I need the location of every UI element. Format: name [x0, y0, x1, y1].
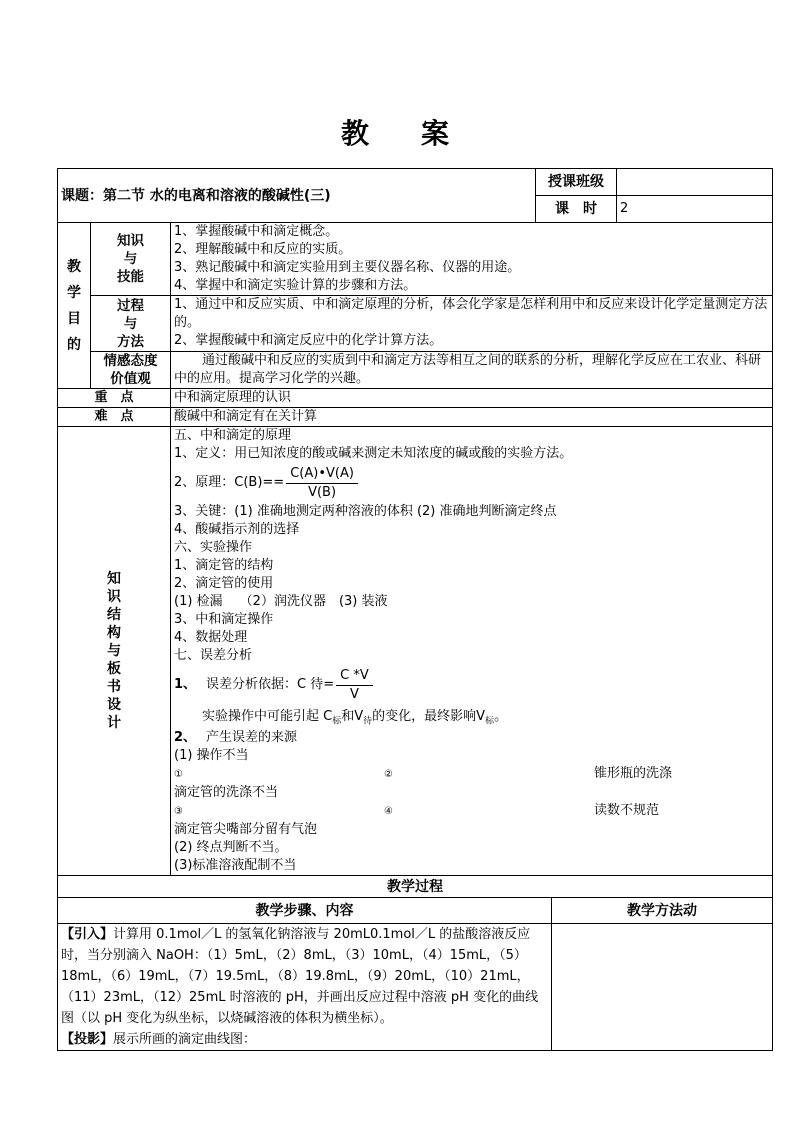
error-sources-row: ③滴定管尖嘴部分留有气泡 ④ 读数不规范	[174, 803, 660, 837]
intro-content: 【引入】计算用 0.1mol／L 的氢氧化钠溶液与 20mL0.1mol／L 的盐酸溶液反应时，当分别滴入 NaOH：（1）5mL，（2）8mL，（3）10mL，（4）15mL，（5）18mL，（6）19mL，（7）19.5mL，（8）19.8mL，（9）20mL，（10）21mL，（11）23mL，（12）25mL 时溶液的 pH，并画出反应过程中溶液 pH 变化的曲线图（以 pH 变化为纵坐标，以烧碱溶液的体积为横坐标）。 【投影】展示所画的滴定曲线图：	[58, 924, 552, 1051]
page-title	[0, 112, 794, 152]
steps-column-header: 教学步骤、内容	[58, 898, 552, 924]
page-title-char: 教	[340, 117, 373, 150]
list-item: 1、通过中和反应实质、中和滴定原理的分析，体会化学家是怎样利用中和反应来设计化学定量测定方法的。	[174, 297, 768, 330]
key-point-value: 中和滴定原理的认识	[171, 389, 773, 408]
list-item: 1、掌握酸碱中和滴定概念。	[174, 224, 339, 239]
page-title-char: 案	[421, 117, 454, 150]
list-item: 3、熟记酸碱中和滴定实验用到主要仪器名称、仪器的用途。	[174, 260, 521, 275]
objectives-group-label: 教 学 目 的	[58, 223, 91, 389]
lesson-topic: 课题：第二节 水的电离和溶液的酸碱性(三)	[58, 169, 536, 223]
lesson-plan-table	[57, 168, 773, 1051]
difficulty-label: 难 点	[58, 408, 171, 427]
methods-content	[552, 924, 773, 1051]
list-item: 2、理解酸碱中和反应的实质。	[174, 242, 352, 257]
emotion-values-label: 情感态度 价值观	[91, 352, 171, 389]
list-item: 4、掌握中和滴定实验计算的步骤和方法。	[174, 278, 417, 293]
hours-label: 课 时	[536, 196, 617, 223]
error-formula: 1、 误差分析依据：C 待= $\frac{C *V}{V}$	[174, 665, 769, 705]
knowledge-structure-label: 知 识 结 构 与 板 书 设 计	[58, 427, 171, 876]
key-point-label: 重 点	[58, 389, 171, 408]
list-item: 2、掌握酸碱中和滴定反应中的化学计算方法。	[174, 333, 443, 348]
process-methods-label: 过程 与 方法	[91, 296, 171, 352]
emotion-values-content: 通过酸碱中和反应的实质到中和滴定方法等相互之间的联系的分析，理解化学反应在工农业、科研中的应用。提高学习化学的兴趣。	[171, 352, 773, 389]
principle-formula: 2、原理：C(B)== $\frac{C(A)•V(A)}{V(B)}$	[174, 463, 769, 503]
knowledge-skills-label: 知识 与 技能	[91, 223, 171, 296]
class-value	[617, 169, 773, 196]
knowledge-skills-content	[171, 223, 773, 296]
class-label: 授课班级	[536, 169, 617, 196]
hours-value: 2	[617, 196, 773, 223]
teaching-process-title: 教学过程	[58, 876, 773, 898]
difficulty-value: 酸碱中和滴定有在关计算	[171, 408, 773, 427]
process-methods-content	[171, 296, 773, 352]
knowledge-structure-content: 五、中和滴定的原理 1、定义：用已知浓度的酸或碱来测定未知浓度的碱或酸的实验方法。 2、原理：C(B)== $\frac{C(A)•V(A)}{V(B)}$ 3、关键：(1) 准确地测定两种溶液的体积 (2) 准确地判断滴定终点 4、酸碱指示剂的选择 六、实验操作 1、滴定管的结构 2、滴定管的使用 (1) 检漏 （2）润洗仪器 (3) 装液 3、中和滴定操作 4、数据处理 七、误差分析 1、 误差分析依据：C 待= $\frac{C *V}{V}$ 实验操作中可能引起 $C_标$和$V_待$的变化，最终影响$V_标$。 2、 产生误差的来源 (1) 操作不当 ①滴定管的洗涤不当 ② 锥形瓶的洗涤 ③滴定管尖嘴部分留有气泡 ④ 读数不规范 (2) 终点判断不当。 (3)标准溶液配制不当	[171, 427, 773, 876]
methods-column-header: 教学方法动	[552, 898, 773, 924]
error-sources-row: ①滴定管的洗涤不当 ② 锥形瓶的洗涤	[174, 766, 673, 800]
